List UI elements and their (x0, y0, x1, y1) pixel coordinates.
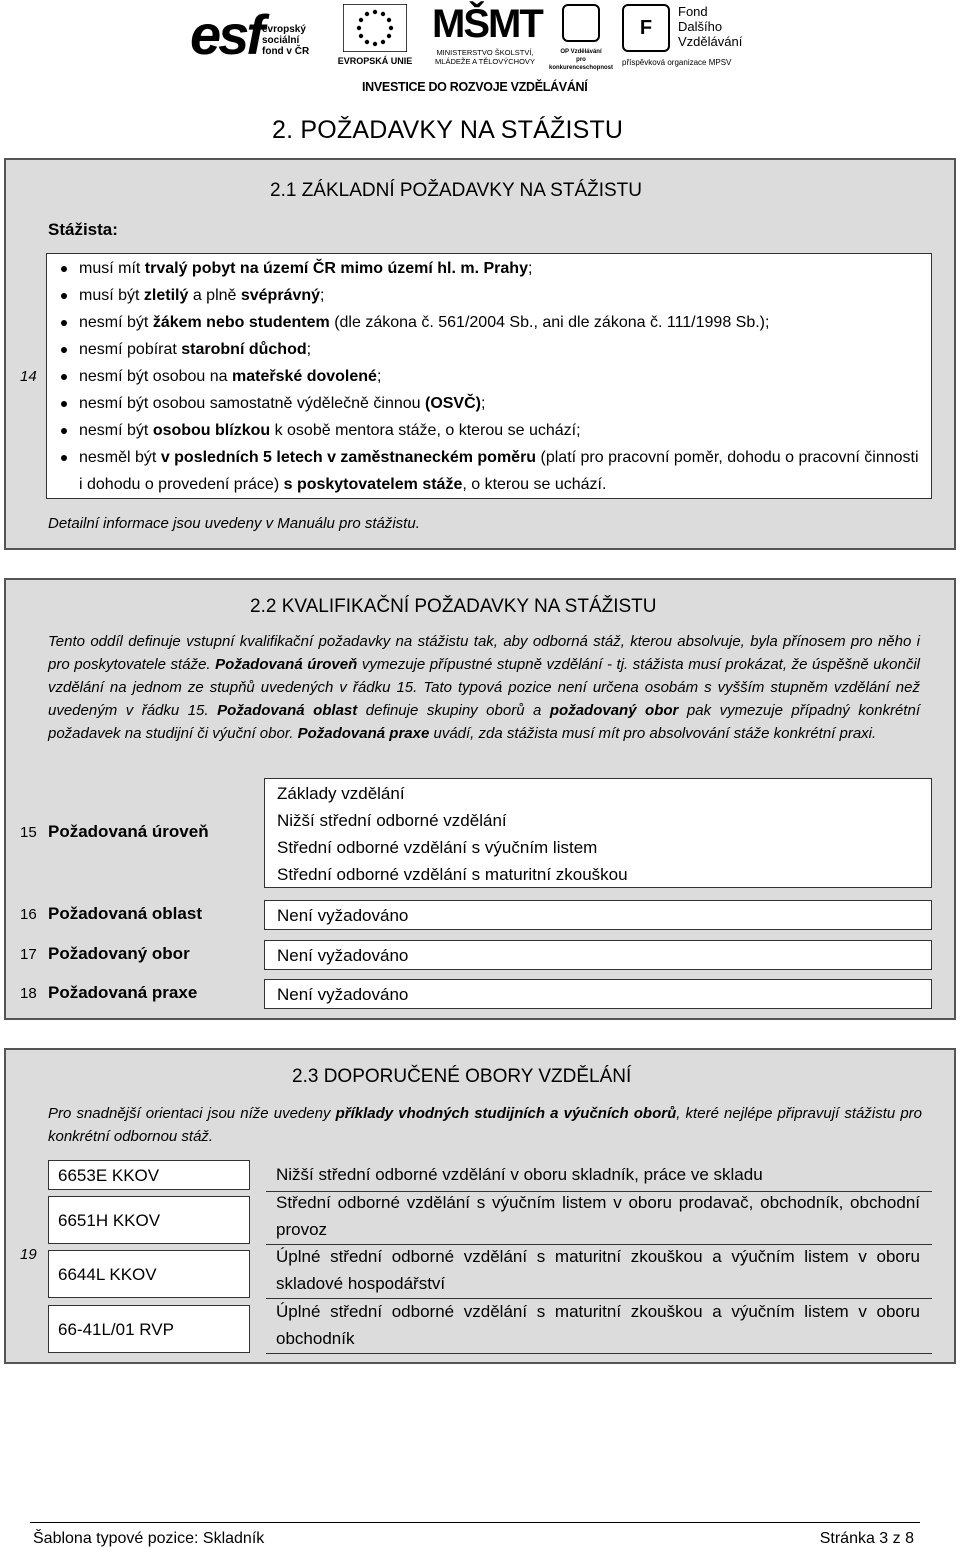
op-logo-line: OP Vzdělávání (560, 49, 602, 55)
section-intro (48, 1102, 922, 1148)
requirement-value-box (264, 940, 932, 970)
requirement-text: ; (376, 368, 382, 385)
requirement-text: svéprávný (240, 287, 321, 304)
section-intro (48, 630, 920, 745)
fdv-logo-line: Dalšího (678, 19, 723, 34)
op-logo (546, 4, 616, 71)
field-code: 66-41L/01 RVP (58, 1320, 174, 1339)
esf-logo-mark: esf (190, 3, 262, 66)
msmt-logo-line: MINISTERSTVO ŠKOLSTVÍ, (436, 48, 534, 57)
field-description: Nižší střední odborné vzdělání v oboru skladník, práce ve skladu (276, 1165, 763, 1184)
section-basic-requirements (4, 158, 956, 550)
msmt-logo-mark: MŠMT (432, 2, 542, 46)
requirement-text: ; (480, 395, 486, 412)
section-recommended-fields (4, 1048, 956, 1364)
requirement-value-box (264, 900, 932, 930)
requirement-text: zletilý (143, 287, 189, 304)
requirement-value: Není vyžadováno (277, 906, 409, 925)
esf-logo-line: evropský (262, 24, 306, 35)
intro-text: Požadovaná úroveň (215, 656, 358, 673)
requirements-list (53, 255, 923, 498)
requirement-text: a plně (188, 287, 241, 304)
requirement-text: musí mít (79, 260, 145, 277)
requirement-text: k osobě mentora stáže, o kterou se uchází; (270, 422, 581, 439)
requirement-label: Požadovaná oblast (48, 904, 202, 923)
row-number: 17 (20, 946, 37, 963)
requirement-text: s poskytovatelem stáže (283, 476, 463, 493)
requirement-value: Střední odborné vzdělání s maturitní zkouškou (277, 865, 628, 884)
msmt-logo-line: MLÁDEŽE A TĚLOVÝCHOVY (435, 57, 535, 66)
eu-logo (330, 4, 420, 70)
requirement-text: (platí pro pracovní poměr, dohodu o pracovní činnosti i dohodu o provedení práce) (79, 449, 919, 493)
fdv-logo (622, 4, 772, 70)
row-number: 16 (20, 906, 37, 923)
footer-page-number: Stránka 3 z 8 (819, 1530, 914, 1547)
fdv-logo-line: Vzdělávání (678, 34, 743, 49)
requirement-value-box (264, 778, 932, 888)
requirement-text: v posledních 5 letech v zaměstnaneckém poměru (160, 449, 537, 466)
requirement-text: trvalý pobyt na území ČR mimo území hl. m. Prahy (144, 260, 528, 277)
requirement-item (53, 255, 923, 282)
field-code-cell (48, 1160, 250, 1190)
stazista-label: Stážista: (48, 220, 118, 239)
requirement-item (53, 390, 923, 417)
requirement-item (53, 363, 923, 390)
intro-text: vymezuje přípustné stupně vzdělání - tj. stážista musí prokázat, že úspěšně ukončil vzdělání na jednom ze stupňů uvedených v řádku 15. Tato typová pozice není určena osobám s vyšším stupněm vzdělání než uvedeným v řádku 15. (48, 656, 920, 719)
requirement-text: nesmí být osobou samostatně výdělečně činnou (79, 395, 425, 412)
requirement-item (53, 444, 923, 498)
field-code: 6653E KKOV (58, 1166, 160, 1185)
requirement-text: nesmí pobírat (79, 341, 182, 358)
logo-strip (190, 0, 770, 100)
requirement-text: žákem nebo studentem (152, 314, 330, 331)
op-logo-mark (562, 4, 600, 42)
field-code-cell (48, 1305, 250, 1353)
esf-logo (190, 4, 318, 70)
requirement-text: nesmí být (79, 314, 153, 331)
esf-logo-line: fond v ČR (262, 46, 310, 57)
field-code: 6651H KKOV (58, 1211, 161, 1230)
requirement-value: Není vyžadováno (277, 946, 409, 965)
requirement-text: ; (527, 260, 533, 277)
tagline: INVESTICE DO ROZVOJE VZDĚLÁVÁNÍ (362, 80, 588, 94)
intro-text: požadovaný obor (549, 702, 679, 719)
fdv-logo-mark: F (622, 4, 670, 52)
row-number: 18 (20, 985, 37, 1002)
requirement-text: nesmí být (79, 422, 153, 439)
eu-stars-icon (343, 4, 407, 52)
msmt-logo (430, 2, 540, 70)
requirement-text: (dle zákona č. 561/2004 Sb., ani dle zákona č. 111/1998 Sb.); (329, 314, 770, 331)
intro-text: příklady vhodných studijních a výučních oborů (335, 1105, 677, 1122)
footer-divider (30, 1522, 920, 1523)
row-number: 14 (20, 368, 37, 385)
eu-logo-text: EVROPSKÁ UNIE (337, 56, 413, 66)
intro-text: Pro snadnější orientaci jsou níže uvedeny (48, 1105, 336, 1122)
requirement-label: Požadovaná úroveň (48, 822, 209, 841)
requirement-text: musí být (79, 287, 144, 304)
section-title: 2.1 ZÁKLADNÍ POŽADAVKY NA STÁŽISTU (270, 180, 643, 201)
row-number: 19 (20, 1246, 37, 1263)
requirement-value-box (264, 979, 932, 1009)
fdv-logo-line: příspěvková organizace MPSV (622, 58, 732, 67)
requirement-value: Základy vzdělání (277, 784, 405, 803)
intro-text: Požadovaná oblast (217, 702, 358, 719)
fdv-logo-line: Fond (678, 4, 708, 19)
requirement-text: , o kterou se uchází. (462, 476, 607, 493)
requirement-value: Nižší střední odborné vzdělání (277, 811, 507, 830)
requirement-label: Požadovaný obor (48, 944, 190, 963)
requirement-text: nesmí být osobou na (79, 368, 232, 385)
requirement-item (53, 417, 923, 444)
intro-text: , které nejlépe připravují stážistu pro konkrétní odbornou stáž. (48, 1105, 923, 1145)
section-qualification (4, 578, 956, 1020)
manual-note: Detailní informace jsou uvedeny v Manuálu pro stážistu. (48, 515, 420, 532)
intro-text: definuje skupiny oborů a (357, 702, 550, 719)
op-logo-line: pro konkurenceschopnost (548, 57, 613, 71)
requirement-item (53, 309, 923, 336)
requirement-text: mateřské dovolené (231, 368, 377, 385)
requirement-item (53, 282, 923, 309)
requirement-value: Střední odborné vzdělání s výučním listem (277, 838, 598, 857)
intro-text: Požadovaná praxe (297, 725, 430, 742)
field-description: Střední odborné vzdělání s výučním listem v oboru prodavač, obchodník, obchodní provoz (276, 1193, 920, 1239)
requirement-label: Požadovaná praxe (48, 983, 198, 1002)
requirement-item (53, 336, 923, 363)
row-underline (266, 1353, 932, 1354)
requirements-box (46, 253, 932, 499)
intro-text: uvádí, zda stážista musí mít pro absolvování stáže konkrétní praxi. (429, 725, 877, 742)
requirement-text: ; (320, 287, 325, 304)
requirement-text: ; (306, 341, 312, 358)
field-description: Úplné střední odborné vzdělání s maturitní zkouškou a výučním listem v oboru obchodník (276, 1302, 920, 1348)
requirement-text: osobou blízkou (152, 422, 271, 439)
intro-text: Tento oddíl definuje vstupní kvalifikační požadavky na stážistu tak, aby odborná stáž, kterou absolvuje, byla přínosem pro něho i pro poskytovatele stáže. (48, 633, 920, 673)
field-code: 6644L KKOV (58, 1265, 157, 1284)
page-title: 2. POŽADAVKY NA STÁŽISTU (272, 116, 624, 144)
section-title: 2.3 DOPORUČENÉ OBORY VZDĚLÁNÍ (292, 1066, 632, 1087)
field-code-cell (48, 1196, 250, 1244)
footer-template-name: Šablona typové pozice: Skladník (33, 1530, 265, 1547)
requirement-text: (OSVČ) (424, 395, 481, 412)
field-code-cell (48, 1250, 250, 1298)
row-number: 15 (20, 824, 37, 841)
requirement-text: nesměl být (79, 449, 161, 466)
field-description: Úplné střední odborné vzdělání s maturitní zkouškou a výučním listem v oboru skladové hospodářství (276, 1247, 920, 1293)
section-title: 2.2 KVALIFIKAČNÍ POŽADAVKY NA STÁŽISTU (250, 596, 657, 617)
requirement-text: starobní důchod (181, 341, 307, 358)
intro-text: pak vymezuje případný konkrétní požadavek na studijní či výuční obor. (48, 702, 920, 742)
requirement-value: Není vyžadováno (277, 985, 409, 1004)
esf-logo-line: sociální (262, 35, 300, 46)
